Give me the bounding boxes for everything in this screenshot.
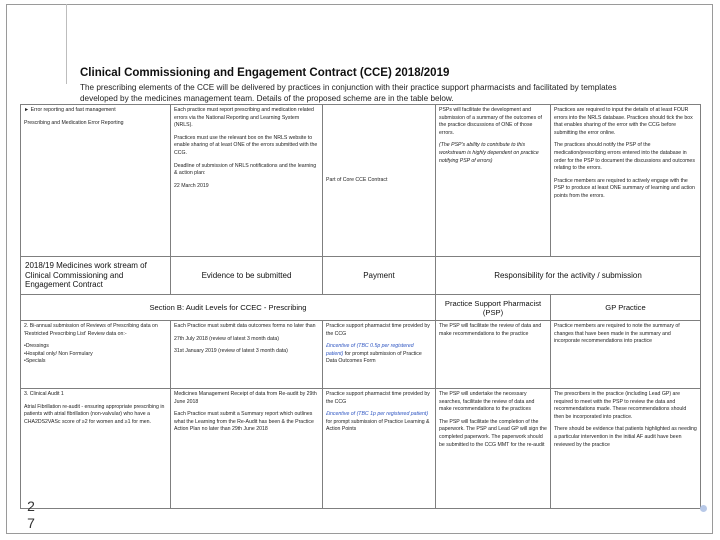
text: for prompt submission of Practice Learning & Action Points (326, 418, 430, 433)
text: •Dressings (24, 343, 49, 350)
intro-paragraph: The prescribing elements of the CCE will be delivered by practices in conjunction with their practice support pharmacists and facilitated by templates developed by the medicines management team. Details of the proposed scheme are in the table below. (80, 83, 617, 103)
cell-payment (323, 389, 436, 509)
cell-psp (436, 105, 551, 257)
text: The PSP will facilitate the review of data and make recommendations to the practice (439, 323, 542, 337)
text: The practices should notify the PSP of the medication/prescribing errors entered into the database in order for the PSP to document the discussions and outcomes relating to the errors. (554, 142, 695, 172)
text: Practices are required to input the details of at least FOUR errors into the NRLS database. Practices should tick the box that enables sharing of the error with the CCG before submitting the error online. (554, 107, 693, 136)
text: •Hospital only/ Non Formulary (24, 350, 93, 357)
text: Prescribing and Medication Error Reporting (24, 119, 124, 126)
text: Atrial Fibrillation re-audit - ensuring appropriate prescribing in patients with atrial fibrillation (non-valvular) who have a CHA2DS2VASc score of ≥2 for women and ≥1 for men. (24, 403, 165, 425)
text: 3. Clinical Audit 1 (24, 391, 64, 397)
text: Each Practice must submit a Summary report which outlines what the Learning from the Re-Audit has been & the Practice Action Plan no later than 29th June 2018 (174, 411, 314, 433)
cell-practice (551, 321, 701, 389)
cell-workstream (21, 321, 171, 389)
text: 22 March 2019 (174, 182, 209, 189)
cell-practice (551, 389, 701, 509)
header-payment: Payment (323, 257, 436, 295)
section-gp-practice: GP Practice (551, 295, 701, 321)
text (326, 411, 432, 434)
text: Part of Core CCE Contract (326, 176, 388, 183)
text: 2. Bi-annual submission of Reviews of Prescribing data on 'Restricted Prescribing List' Review data on:- (24, 323, 158, 337)
table-row-clinical-audit (21, 389, 701, 509)
cell-workstream (21, 389, 171, 509)
text: Each Practice must submit data outcomes forms no later than (174, 323, 316, 329)
cell-practice (551, 105, 701, 257)
text: PSPs will facilitate the development and submission of a summary of the outcomes of the practice discussions of ONE of those errors. (439, 107, 542, 136)
cell-evidence (171, 321, 323, 389)
text: Practices must use the relevant box on the NRLS website to enable sharing of at least ONE of the errors submitted with the CCG. (174, 134, 318, 156)
header-workstream: 2018/19 Medicines work stream of Clinical Commissioning and Engagement Contract (21, 257, 171, 295)
table-row-prescribing-reviews (21, 321, 701, 389)
header-evidence: Evidence to be submitted (171, 257, 323, 295)
table-row-error-reporting (21, 105, 701, 257)
text: Practice members are required to note the summary of changes that have been made in the summary and incorporate recommendations into practice (554, 323, 680, 345)
section-label: Section B: Audit Levels for CCEC - Prescribing (21, 295, 436, 321)
page-number-digit: 2 (27, 498, 35, 514)
cell-psp (436, 389, 551, 509)
text: 27th July 2018 (review of latest 3 month data) (174, 335, 279, 342)
text: There should be evidence that patients highlighted as needing a particular intervention in the initial AF audit have been reviewed by the practice (554, 426, 697, 448)
section-row (21, 295, 701, 321)
text: Each practice must report prescribing and medication related errors via the National Reporting and Learning System (NRLS). (174, 107, 314, 129)
text: Practice support pharmacist time provided by the CCG (326, 323, 430, 337)
page-number-digit: 7 (27, 515, 35, 531)
table-header-row (21, 257, 701, 295)
text: Deadline of submission of NRLS notifications and the learning & action plan: (174, 162, 317, 177)
header-responsibility: Responsibility for the activity / submission (436, 257, 701, 295)
page-title: Clinical Commissioning and Engagement Contract (CCE) 2018/2019 (80, 67, 450, 79)
text (326, 343, 432, 366)
cell-evidence (171, 389, 323, 509)
text: Medicines Management Receipt of data from Re-audit by 29th June 2018 (174, 391, 317, 405)
text: •Specials (24, 358, 46, 365)
incentive-text: £incentive of (TBC 1p per registered patient) (326, 411, 429, 418)
contract-table (20, 104, 701, 509)
text: Practice support pharmacist time provided by the CCG (326, 391, 430, 405)
text: for prompt submission of Practice Data Outcomes Form (326, 350, 422, 365)
text: The prescribers in the practice (including Lead GP) are required to meet with the PSP to review the data and recommendations made. These recommendations should then be incorporated into practice. (554, 391, 687, 420)
cell-workstream (21, 105, 171, 257)
incentive-text: £incentive of (TBC 0.5p per registered patient) (326, 343, 414, 357)
cell-psp (436, 321, 551, 389)
text: The PSP will facilitate the completion of the paperwork. The PSP and Lead GP will sign the completed paperwork. The paperwork should be submitted to the CCG MMT for the re-audit (439, 418, 547, 448)
text: 31st January 2019 (review of latest 3 month data) (174, 348, 288, 355)
text: The PSP will undertake the necessary searches, facilitate the review of data and make recommendations to the practices (439, 391, 535, 413)
cell-evidence (171, 105, 323, 257)
decorative-dot (700, 505, 707, 512)
section-psp: Practice Support Pharmacist (PSP) (436, 295, 551, 321)
left-divider (66, 4, 67, 84)
text: ► Error reporting and fast management (24, 107, 116, 113)
cell-payment (323, 105, 436, 257)
page-number (25, 498, 37, 532)
text: Practice members are required to actively engage with the PSP to produce at least ONE summary of learning and action points from the errors. (554, 177, 695, 199)
text: (The PSP's ability to contribute to this workstream is highly dependent on practice notifying PSP of errors) (439, 142, 539, 164)
cell-payment (323, 321, 436, 389)
